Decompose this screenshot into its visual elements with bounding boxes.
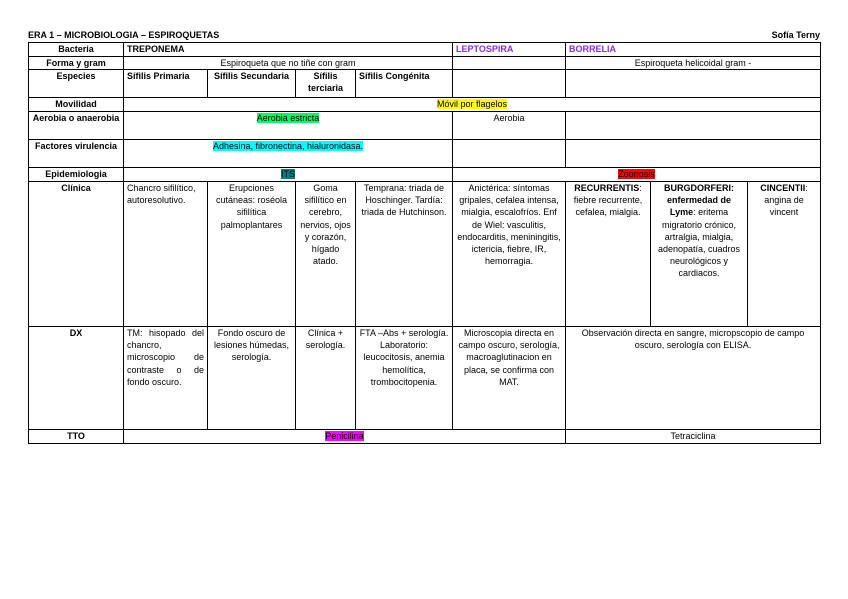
clinica-primaria: Chancro sifilítico, autoresolutivo. (124, 182, 208, 327)
row-epidemiologia (29, 168, 821, 182)
especies-borrelia (566, 70, 821, 98)
cincentii-text: : angina de vincent (764, 183, 808, 218)
epidemiologia-its: ITS (281, 169, 296, 180)
row-label-factores: Factores virulencia (29, 140, 124, 168)
aerobia-borrelia (566, 112, 821, 140)
factores-borrelia (566, 140, 821, 168)
epidemiologia-zoonosis: Zoonosis (618, 169, 655, 180)
movilidad-value: Móvil por flagelos (436, 99, 508, 110)
page-header (28, 30, 820, 42)
dx-terciaria: Clínica + serología. (296, 327, 356, 430)
leptospira-header: LEPTOSPIRA (453, 43, 566, 57)
row-label-forma: Forma y gram (29, 57, 124, 70)
forma-leptospira (453, 57, 566, 70)
especie-terciaria: Sífilis terciaria (296, 70, 356, 98)
document-title: ERA 1 – MICROBIOLOGIA – ESPIROQUETAS (28, 30, 220, 40)
row-label-tto: TTO (29, 430, 124, 444)
movilidad-value-cell (124, 98, 821, 112)
recurrentis-text: : fiebre recurrente, cefalea, mialgia. (573, 183, 643, 218)
tto-penicilina: Penicilina (325, 431, 364, 442)
especie-primaria: Sífilis Primaria (124, 70, 208, 98)
aerobia-treponema: Aerobia estricta (256, 113, 320, 124)
row-label-aerobia: Aerobia o anaerobia (29, 112, 124, 140)
especie-congenita: Sífilis Congénita (356, 70, 453, 98)
clinica-terciaria: Goma sifilítico en cerebro, nervios, ojos y corazón, hígado atado. (296, 182, 356, 327)
dx-borrelia: Observación directa en sangre, micropscopio de campo oscuro, serología con ELISA. (566, 327, 821, 430)
epidemiologia-zoonosis-cell (453, 168, 821, 182)
especies-leptospira (453, 70, 566, 98)
row-movilidad (29, 98, 821, 112)
epidemiologia-treponema-cell (124, 168, 453, 182)
aerobia-treponema-cell (124, 112, 453, 140)
tto-treponema-cell (124, 430, 566, 444)
row-label-bacteria: Bacteria (29, 43, 124, 57)
clinica-burgdorferi (651, 182, 748, 327)
dx-primaria: TM: hisopado del chancro, microscopio de contraste o de fondo oscuro. (124, 327, 208, 430)
row-label-epidemiologia: Epidemiologia (29, 168, 124, 182)
clinica-secundaria: Erupciones cutáneas: roséola sifilítica palmoplantares (208, 182, 296, 327)
borrelia-header: BORRELIA (566, 43, 821, 57)
row-bacteria (29, 43, 821, 57)
clinica-congenita: Temprana: triada de Hoschinger. Tardía: triada de Hutchinson. (356, 182, 453, 327)
tto-borrelia: Tetraciclina (566, 430, 821, 444)
espiroquetas-table (28, 42, 821, 444)
row-factores (29, 140, 821, 168)
burgdorferi-text: : eritema migratorio crónico, artralgia, mialgia, adenopatía, cuadros neurológicos y cardiacos. (657, 207, 741, 279)
row-label-dx: DX (29, 327, 124, 430)
clinica-cincentii (748, 182, 821, 327)
row-label-movilidad: Movilidad (29, 98, 124, 112)
dx-congenita: FTA –Abs + serología. Laboratorio: leucocitosis, anemia hemolítica, trombocitopenia. (356, 327, 453, 430)
treponema-header: TREPONEMA (124, 43, 453, 57)
clinica-recurrentis (566, 182, 651, 327)
forma-borrelia: Espiroqueta helicoidal gram - (566, 57, 821, 70)
clinica-leptospira: Anictérica: síntomas gripales, cefalea intensa, mialgia, escalofríos. Enf de Wiel: vasculitis, endocarditis, meniningitis, ictericia, fiebre, IR, hemorragia. (453, 182, 566, 327)
dx-secundaria: Fondo oscuro de lesiones húmedas, serología. (208, 327, 296, 430)
row-forma (29, 57, 821, 70)
recurrentis-title: RECURRENTIS (574, 183, 640, 194)
burgdorferi-title: BURGDORFERI: enfermedad de Lyme (664, 183, 735, 218)
row-especies (29, 70, 821, 98)
factores-treponema-cell (124, 140, 453, 168)
especie-secundaria: Sífilis Secundaria (208, 70, 296, 98)
row-aerobia (29, 112, 821, 140)
row-label-clinica: Clínica (29, 182, 124, 327)
aerobia-leptospira: Aerobia (453, 112, 566, 140)
cincentii-title: CINCENTII (760, 183, 806, 194)
author-name: Sofía Terny (771, 30, 820, 40)
factores-leptospira (453, 140, 566, 168)
dx-leptospira: Microscopia directa en campo oscuro, serología, macroaglutinacion en placa, se confirma con MAT. (453, 327, 566, 430)
row-clinica (29, 182, 821, 327)
factores-treponema: Adhesina, fibronectina, hialuronidasa. (212, 141, 364, 152)
forma-treponema: Espiroqueta que no tiñe con gram (124, 57, 453, 70)
row-label-especies: Especies (29, 70, 124, 98)
row-tto (29, 430, 821, 444)
row-dx (29, 327, 821, 430)
